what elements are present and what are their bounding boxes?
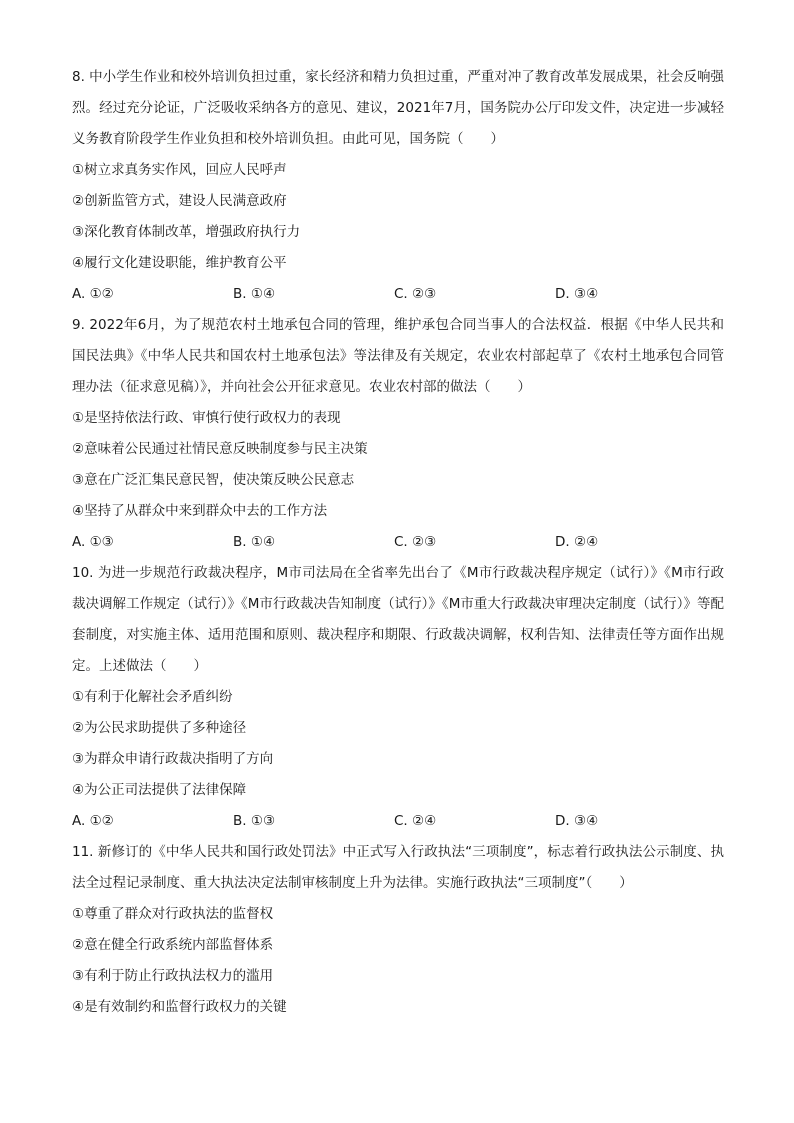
statement-option: ②创新监管方式，建设人民满意政府	[72, 193, 287, 209]
question-stem: 9. 2022年6月，为了规范农村土地承包合同的管理，维护承包合同当事人的合法权益．根据《中华人民共和国民法典》《中华人民共和国农村土地承包法》等法律及有关规定，农业农村部起草了《农村土地承包合同管理办法（征求意见稿）》，并向社会公开征求意见。农业农村部的做法（ ）	[72, 317, 724, 395]
answer-choices	[72, 806, 724, 837]
statement-option: ①有利于化解社会矛盾纠纷	[72, 689, 233, 705]
question-9	[72, 310, 724, 558]
question-8	[72, 62, 724, 310]
statement-option: ①树立求真务实作风，回应人民呼声	[72, 162, 287, 178]
statement-option: ④履行文化建设职能，维护教育公平	[72, 255, 287, 271]
statement-option: ②为公民求助提供了多种途径	[72, 720, 247, 736]
statement-option: ③为群众申请行政裁决指明了方向	[72, 751, 274, 767]
answer-choices	[72, 279, 724, 310]
statement-option: ②意味着公民通过社情民意反映制度参与民主决策	[72, 441, 368, 457]
question-stem: 11. 新修订的《中华人民共和国行政处罚法》中正式写入行政执法“三项制度”，标志着行政执法公示制度、执法全过程记录制度、重大执法决定法制审核制度上升为法律。实施行政执法“三项制度”（ ）	[72, 844, 724, 891]
statement-option: ①是坚持依法行政、审慎行使行政权力的表现	[72, 410, 341, 426]
statement-option: ④坚持了从群众中来到群众中去的工作方法	[72, 503, 328, 519]
choice-a: A. ①②	[72, 286, 114, 302]
choice-c: C. ②④	[394, 813, 437, 829]
question-stem: 8. 中小学生作业和校外培训负担过重，家长经济和精力负担过重，严重对冲了教育改革发展成果，社会反响强烈。经过充分论证，广泛吸收采纳各方的意见、建议，2021年7月，国务院办公厅印发文件，决定进一步减轻义务教育阶段学生作业负担和校外培训负担。由此可见，国务院（ ）	[72, 69, 724, 147]
choice-b: B. ①③	[233, 813, 276, 829]
choice-a: A. ①③	[72, 534, 114, 550]
statement-option: ③深化教育体制改革，增强政府执行力	[72, 224, 301, 240]
statement-option: ③有利于防止行政执法权力的滥用	[72, 968, 274, 984]
choice-a: A. ①②	[72, 813, 114, 829]
choice-b: B. ①④	[233, 534, 276, 550]
statement-option: ①尊重了群众对行政执法的监督权	[72, 906, 274, 922]
answer-choices	[72, 527, 724, 558]
statement-option: ④是有效制约和监督行政权力的关键	[72, 999, 287, 1015]
choice-d: D. ②④	[555, 534, 599, 550]
choice-c: C. ②③	[394, 534, 437, 550]
choice-c: C. ②③	[394, 286, 437, 302]
statement-option: ③意在广泛汇集民意民智，使决策反映公民意志	[72, 472, 355, 488]
statement-option: ④为公正司法提供了法律保障	[72, 782, 247, 798]
question-stem: 10. 为进一步规范行政裁决程序，M市司法局在全省率先出台了《M市行政裁决程序规定（试行）》《M市行政裁决调解工作规定（试行）》《M市行政裁决告知制度（试行）》《M市重大行政裁决审理决定制度（试行）》等配套制度，对实施主体、适用范围和原则、裁决程序和期限、行政裁决调解，权利告知、法律责任等方面作出规定。上述做法（ ）	[72, 565, 724, 674]
choice-d: D. ③④	[555, 813, 599, 829]
statement-option: ②意在健全行政系统内部监督体系	[72, 937, 274, 953]
question-10	[72, 558, 724, 837]
choice-b: B. ①④	[233, 286, 276, 302]
choice-d: D. ③④	[555, 286, 599, 302]
question-list	[72, 62, 724, 1023]
question-11	[72, 837, 724, 1023]
